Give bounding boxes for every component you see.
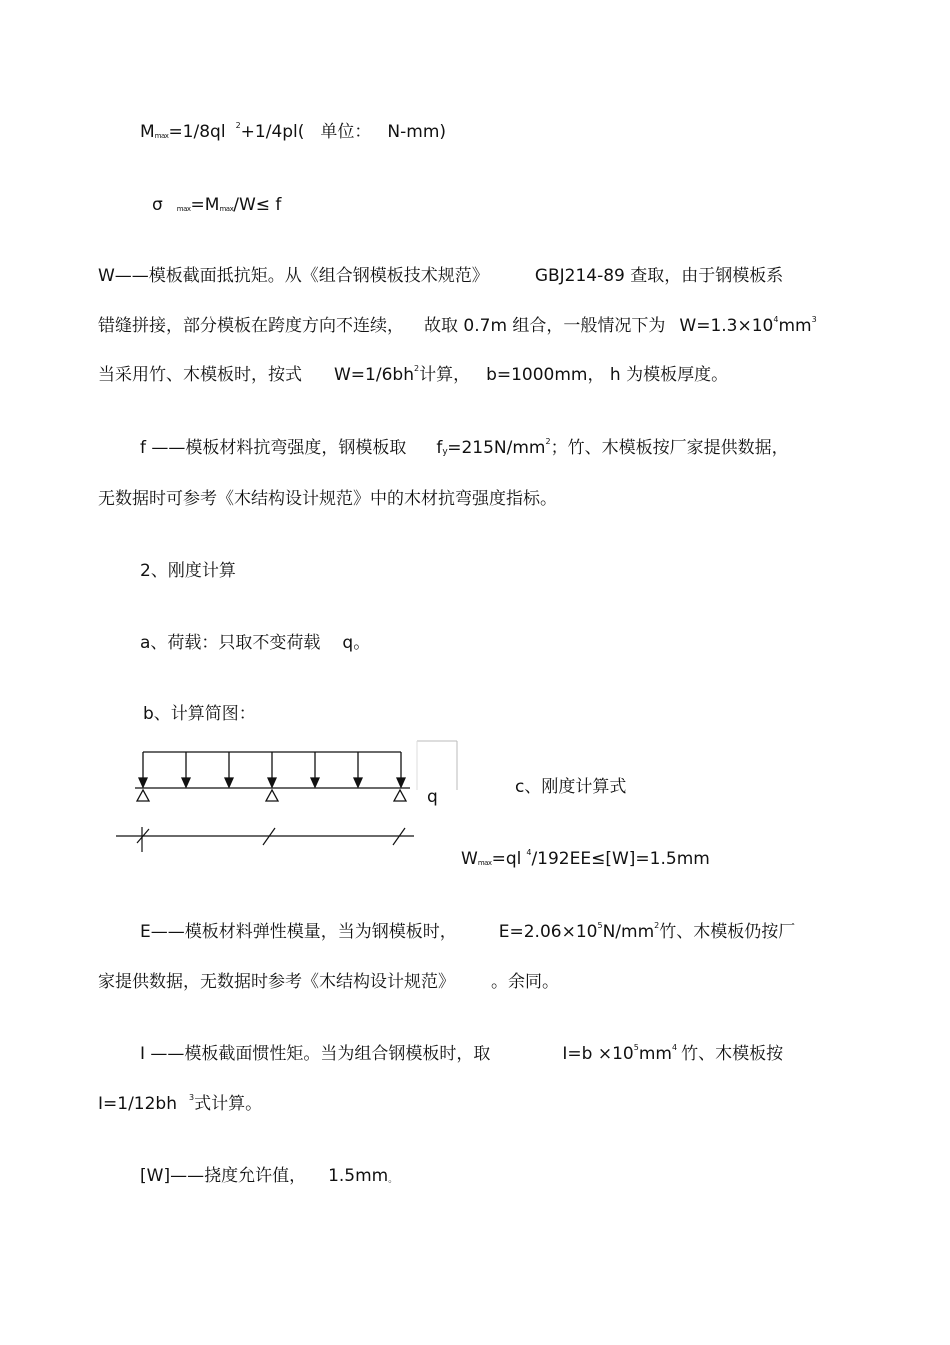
formula-subscript: max <box>219 205 234 213</box>
support-triangle <box>394 790 406 801</box>
load-arrowhead <box>182 778 190 787</box>
support-triangle <box>137 790 149 801</box>
unit-label: 单位： <box>320 122 372 142</box>
load-arrowhead <box>311 778 319 787</box>
load-arrowhead <box>268 778 276 787</box>
text: 。余同。 <box>491 972 559 992</box>
support-triangle <box>266 790 278 801</box>
text: f <box>436 438 443 458</box>
text: 1.5mm <box>328 1166 389 1186</box>
para-i-line1 <box>140 1043 783 1068</box>
sigma-symbol: σ <box>152 195 163 215</box>
formula-subscript: max <box>477 859 492 867</box>
para-i-line2 <box>98 1093 262 1118</box>
formula-text: +1/4pl( <box>240 122 305 142</box>
formula-superscript: 2 <box>235 121 241 130</box>
text: GBJ214-89 查取，由于钢模板系 <box>534 266 784 286</box>
superscript: 4 <box>773 315 779 324</box>
formula-subscript: max <box>176 205 191 213</box>
text: b=1000mm， h 为模板厚度。 <box>486 365 729 385</box>
text: =215N/mm <box>447 438 546 458</box>
formula-subscript: max <box>154 132 169 140</box>
text: 竹、木模板按 <box>681 1044 784 1064</box>
text: 当采用竹、木模板时，按式 <box>98 365 302 385</box>
formula-text: =1/8ql <box>168 122 226 142</box>
formula-text: /192EE≤[W]=1.5mm <box>531 849 710 869</box>
load-arrows <box>139 752 405 787</box>
text: [W]——挠度允许值， <box>140 1166 307 1186</box>
superscript: 2 <box>545 437 551 446</box>
text: ；竹、木模板按厂家提供数据， <box>550 438 789 458</box>
text: 式计算。 <box>194 1094 263 1114</box>
unit-value: N-mm) <box>387 122 447 142</box>
para-e-line1 <box>140 921 795 946</box>
formula-deflection <box>461 848 710 874</box>
formula-text: W <box>461 849 478 869</box>
superscript: 3 <box>189 1093 195 1102</box>
text: I=1/12bh <box>98 1094 177 1114</box>
formula-superscript: 4 <box>526 848 532 857</box>
text: 故取 0.7m 组合，一般情况下为 <box>424 316 666 336</box>
text: mm <box>638 1044 672 1064</box>
subscript: 。 <box>388 1175 397 1185</box>
superscript: 2 <box>413 364 420 373</box>
text: 竹、木模板仍按厂 <box>659 922 796 942</box>
subscript: y <box>442 447 448 457</box>
para-f-line2: 无数据时可参考《木结构设计规范》中的木材抗弯强度指标。 <box>98 489 557 509</box>
text: q。 <box>342 633 371 653</box>
item-c: c、刚度计算式 <box>515 777 627 797</box>
text: mm <box>778 316 812 336</box>
load-label-q: q <box>427 787 438 807</box>
item-b: b、计算简图： <box>143 704 256 724</box>
formula-text: =ql <box>491 849 522 869</box>
section-heading-stiffness: 2、刚度计算 <box>140 561 236 581</box>
formula-text: =M <box>190 195 220 215</box>
para-e-line2 <box>98 971 559 993</box>
formula-text: M <box>140 122 155 142</box>
text: 计算， <box>419 365 471 385</box>
text: 错缝拼接，部分模板在跨度方向不连续， <box>98 316 404 336</box>
supports <box>137 790 406 801</box>
text: f ——模板材料抗弯强度，钢模板取 <box>140 438 407 458</box>
load-arrowhead <box>139 778 147 787</box>
superscript: 2 <box>654 921 660 930</box>
para-w-allow <box>140 1165 397 1191</box>
text: W=1.3×10 <box>679 316 774 336</box>
superscript: 4 <box>671 1043 678 1052</box>
superscript: 3 <box>811 315 817 324</box>
text: I ——模板截面惯性矩。当为组合钢模板时，取 <box>140 1044 491 1064</box>
text: a、荷载：只取不变荷载 <box>140 633 321 653</box>
text: N/mm <box>602 922 655 942</box>
superscript: 5 <box>597 921 603 930</box>
formula-text: /W≤ f <box>233 195 282 215</box>
text: E=2.06×10 <box>498 922 598 942</box>
dimension-line <box>116 827 414 852</box>
superscript: 5 <box>633 1043 639 1052</box>
text: I=b ×10 <box>562 1044 634 1064</box>
text: W——模板截面抵抗矩。从《组合钢模板技术规范》 <box>98 266 489 286</box>
text: 家提供数据，无数据时参考《木结构设计规范》 <box>98 972 455 992</box>
load-arrowhead <box>397 778 405 787</box>
load-arrowhead <box>225 778 233 787</box>
text: W=1/6bh <box>334 365 414 385</box>
text: E——模板材料弹性模量，当为钢模板时， <box>140 922 457 942</box>
load-arrowhead <box>354 778 362 787</box>
